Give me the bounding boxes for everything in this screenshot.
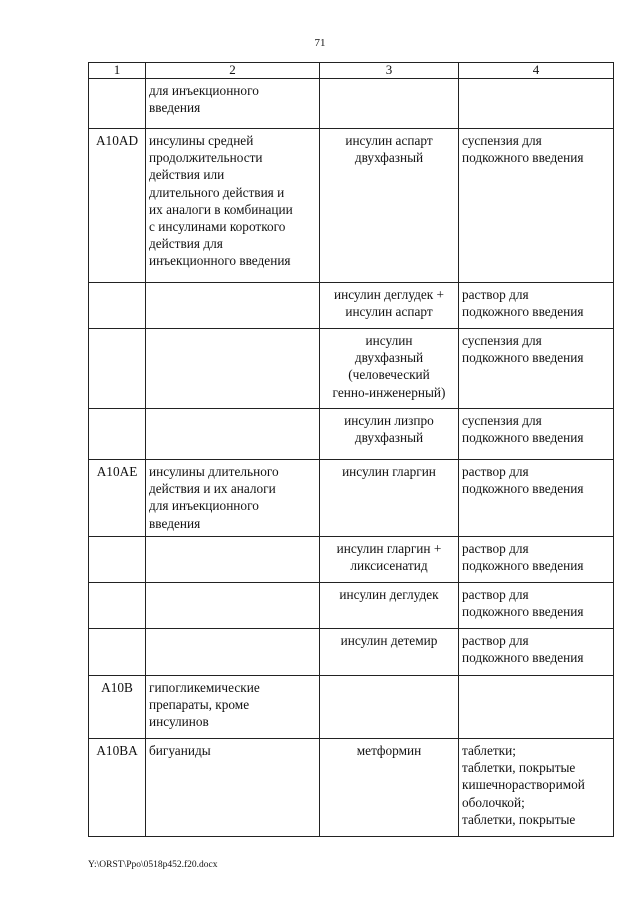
atc-code-cell: A10AD <box>89 129 146 283</box>
dosage-form-cell: раствор для подкожного введения <box>459 283 614 329</box>
dosage-form-cell <box>459 79 614 129</box>
drug-name-cell: инсулин гларгин + ликсисенатид <box>320 537 459 583</box>
table-row <box>89 739 614 837</box>
group-name-cell: гипогликемические препараты, кроме инсулинов <box>146 676 320 739</box>
group-name-cell <box>146 409 320 460</box>
table-row <box>89 676 614 739</box>
atc-code-cell <box>89 537 146 583</box>
column-header: 3 <box>320 63 459 79</box>
group-name-cell <box>146 329 320 409</box>
column-header: 4 <box>459 63 614 79</box>
group-name-cell: инсулины средней продолжительности действия или длительного действия и их аналоги в комбинации с инсулинами короткого действия для инъекционного введения <box>146 129 320 283</box>
group-name-cell <box>146 629 320 676</box>
atc-code-cell <box>89 79 146 129</box>
group-name-cell: для инъекционного введения <box>146 79 320 129</box>
column-header: 1 <box>89 63 146 79</box>
group-name-cell: инсулины длительного действия и их аналоги для инъекционного введения <box>146 460 320 537</box>
drug-name-cell: метформин <box>320 739 459 837</box>
group-name-cell <box>146 283 320 329</box>
drug-name-cell: инсулин гларгин <box>320 460 459 537</box>
table-row <box>89 583 614 629</box>
dosage-form-cell: суспензия для подкожного введения <box>459 129 614 283</box>
drug-table <box>88 62 614 837</box>
dosage-form-cell: суспензия для подкожного введения <box>459 409 614 460</box>
group-name-cell <box>146 537 320 583</box>
atc-code-cell <box>89 283 146 329</box>
dosage-form-cell: суспензия для подкожного введения <box>459 329 614 409</box>
drug-name-cell <box>320 676 459 739</box>
table-header-row <box>89 63 614 79</box>
dosage-form-cell: таблетки; таблетки, покрытые кишечнорастворимой оболочкой; таблетки, покрытые <box>459 739 614 837</box>
drug-name-cell: инсулин аспарт двухфазный <box>320 129 459 283</box>
dosage-form-cell: раствор для подкожного введения <box>459 537 614 583</box>
dosage-form-cell <box>459 676 614 739</box>
drug-name-cell: инсулин деглудек + инсулин аспарт <box>320 283 459 329</box>
column-header: 2 <box>146 63 320 79</box>
group-name-cell: бигуаниды <box>146 739 320 837</box>
drug-name-cell: инсулин деглудек <box>320 583 459 629</box>
footer-file-path: Y:\ORST\Ppo\0518p452.f20.docx <box>88 860 218 870</box>
table-row <box>89 129 614 283</box>
page-number: 71 <box>314 37 326 49</box>
atc-code-cell: A10BA <box>89 739 146 837</box>
table-row <box>89 329 614 409</box>
atc-code-cell <box>89 629 146 676</box>
dosage-form-cell: раствор для подкожного введения <box>459 583 614 629</box>
drug-name-cell: инсулин двухфазный (человеческий генно-инженерный) <box>320 329 459 409</box>
table-row <box>89 79 614 129</box>
dosage-form-cell: раствор для подкожного введения <box>459 629 614 676</box>
table-row <box>89 629 614 676</box>
drug-name-cell: инсулин детемир <box>320 629 459 676</box>
table-row <box>89 460 614 537</box>
atc-code-cell <box>89 329 146 409</box>
table-row <box>89 409 614 460</box>
atc-code-cell: A10B <box>89 676 146 739</box>
atc-code-cell: A10AE <box>89 460 146 537</box>
dosage-form-cell: раствор для подкожного введения <box>459 460 614 537</box>
drug-name-cell <box>320 79 459 129</box>
table-row <box>89 283 614 329</box>
atc-code-cell <box>89 583 146 629</box>
group-name-cell <box>146 583 320 629</box>
table-row <box>89 537 614 583</box>
atc-code-cell <box>89 409 146 460</box>
drug-name-cell: инсулин лизпро двухфазный <box>320 409 459 460</box>
